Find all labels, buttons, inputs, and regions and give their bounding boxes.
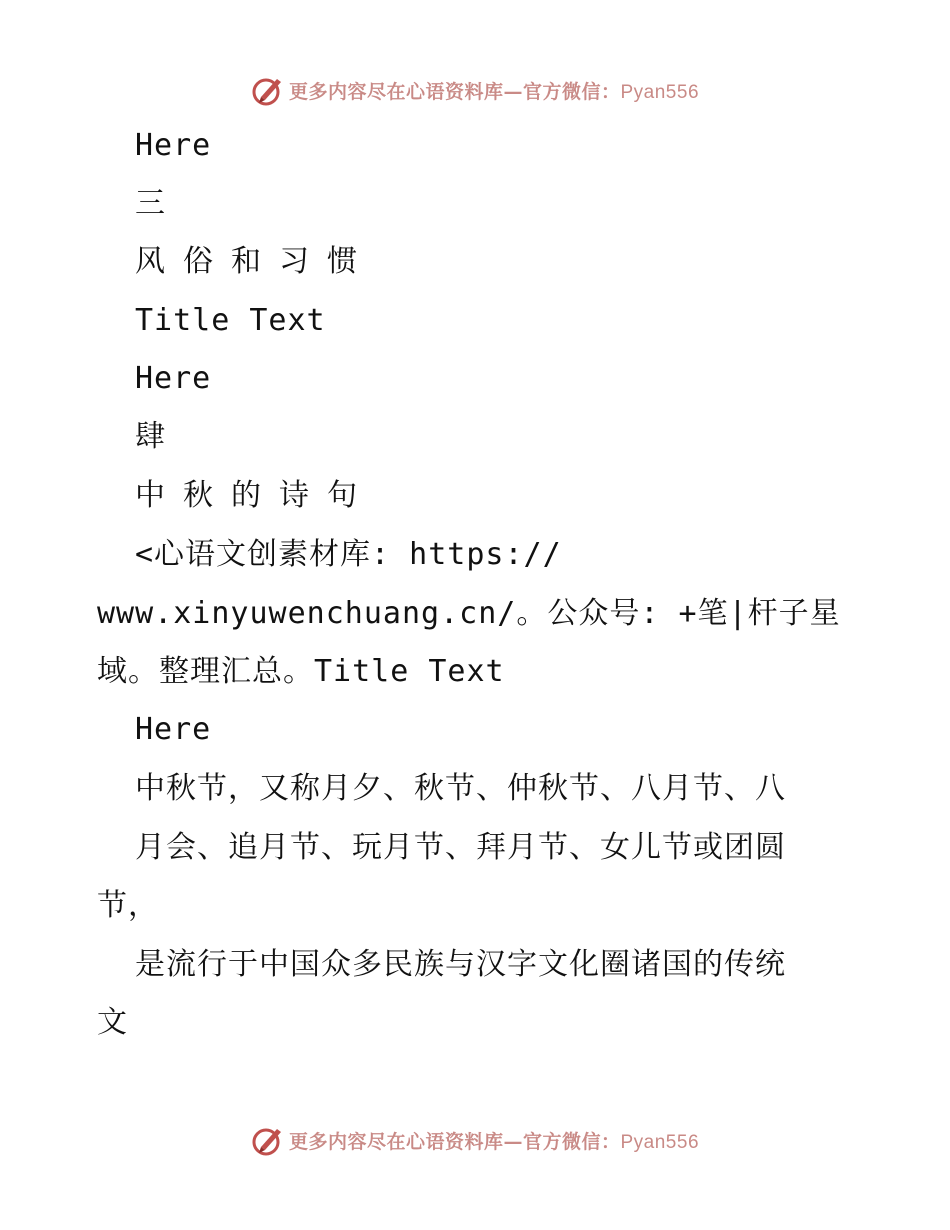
watermark-text: 更多内容尽在心语资料库—官方微信：Pyan556 [288, 80, 700, 103]
text-line: 三 [135, 186, 166, 221]
footer-watermark [0, 1120, 950, 1160]
paragraph-line: 月会、追月节、玩月节、拜月节、女儿节或团圆 [135, 830, 786, 865]
text-line: Here [135, 712, 212, 747]
section-heading: 中秋的诗句 [135, 478, 375, 513]
text-line: Title Text [135, 303, 326, 338]
text-line: Here [135, 361, 212, 396]
section-heading: 风俗和习惯 [135, 244, 375, 279]
pen-logo-icon [251, 1123, 285, 1157]
text-line: <心语文创素材库: https:// [135, 537, 562, 572]
paragraph-line: 节， [97, 888, 159, 923]
text-line: Here [135, 128, 212, 163]
text-line: www.xinyuwenchuang.cn/。公众号: +笔|杆子星 [97, 596, 841, 631]
text-line: 肆 [135, 419, 166, 454]
paragraph-line: 文 [97, 1005, 128, 1040]
text-line: 域。整理汇总。Title Text [97, 654, 505, 689]
paragraph-line: 中秋节，又称月夕、秋节、仲秋节、八月节、八 [135, 771, 786, 806]
paragraph-line: 是流行于中国众多民族与汉字文化圈诸国的传统 [135, 947, 786, 982]
watermark-text: 更多内容尽在心语资料库—官方微信：Pyan556 [288, 1130, 700, 1153]
